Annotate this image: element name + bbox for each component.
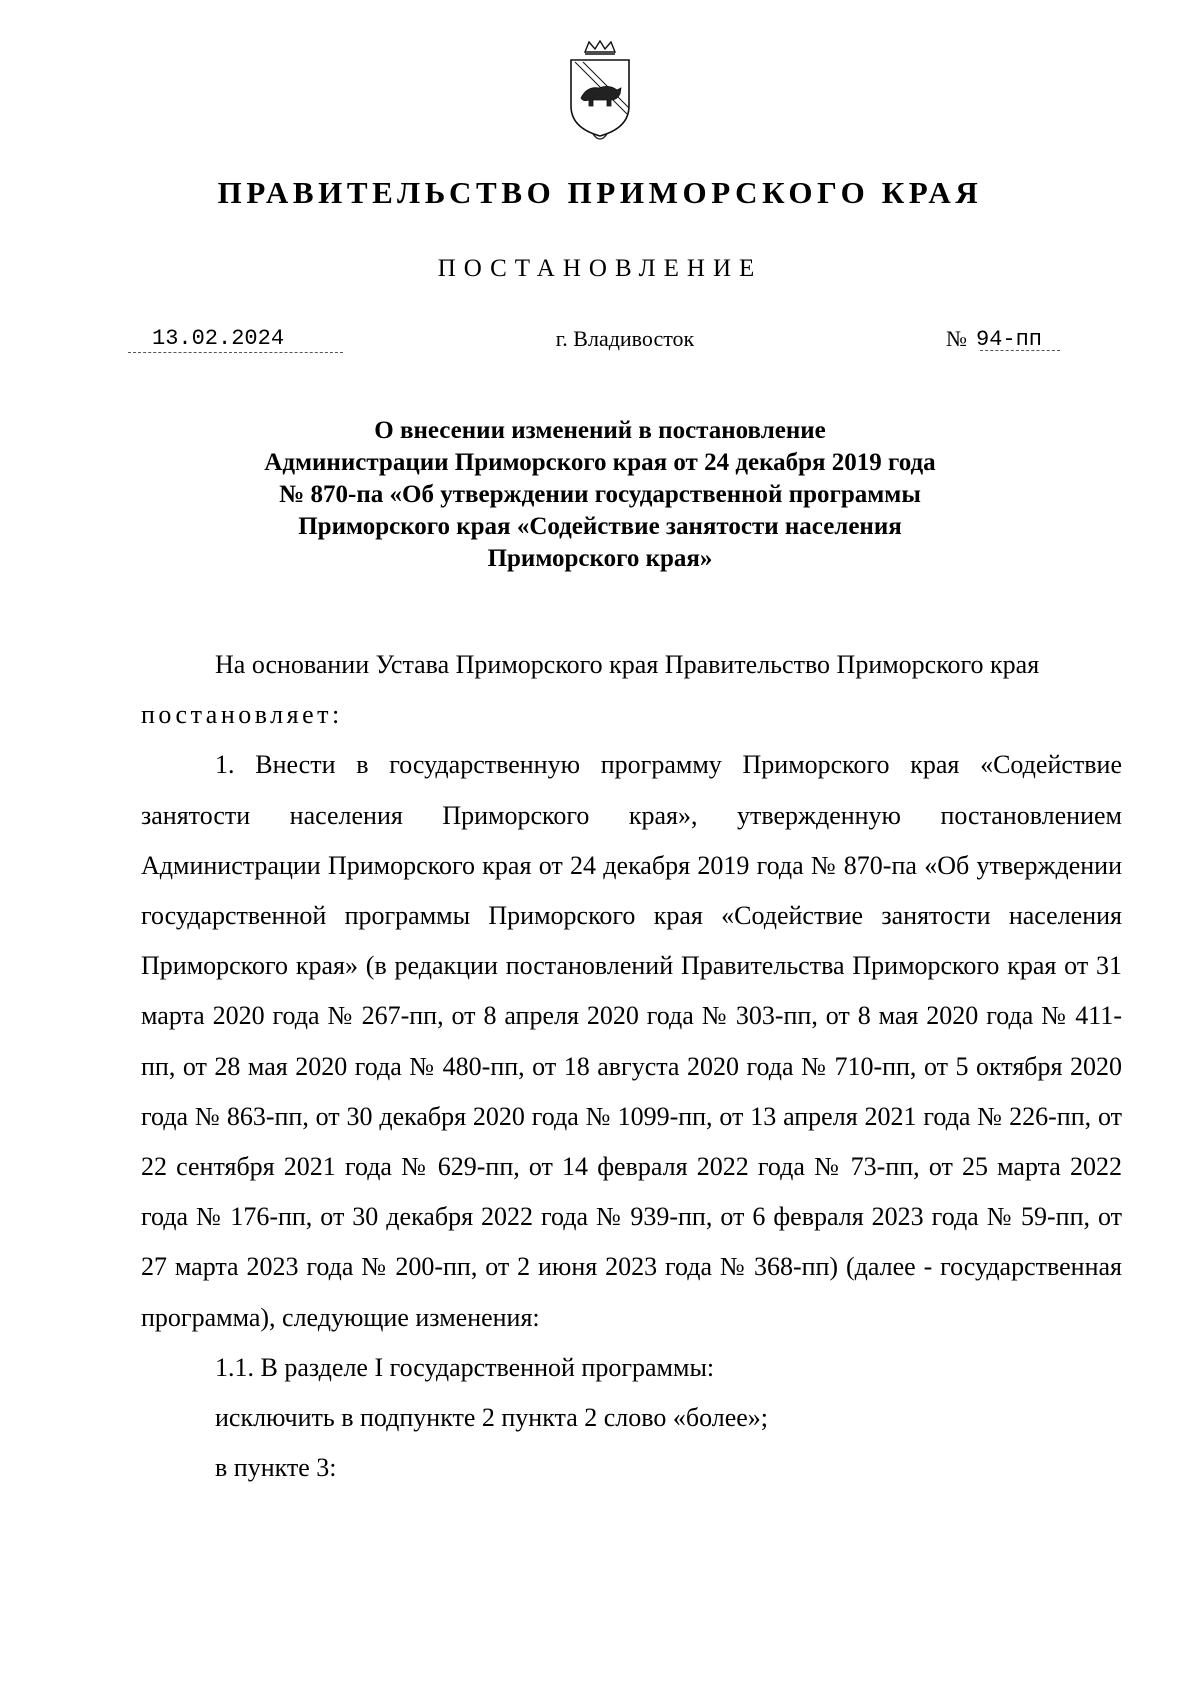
number-underline	[980, 350, 1060, 351]
document-type: ПОСТАНОВЛЕНИЕ	[437, 255, 763, 282]
resolves-word: постановляет:	[141, 700, 343, 730]
subject-line: № 870-па «Об утверждении государственной программы	[279, 481, 921, 508]
document-date: 13.02.2024	[152, 326, 285, 351]
exclude-line: исключить в подпункте 2 пункта 2 слово «более»;	[215, 1403, 769, 1433]
subject-line: О внесении изменений в постановление	[374, 417, 826, 444]
subject-line: Приморского края «Содействие занятости населения	[298, 513, 902, 540]
preamble-paragraph: На основании Устава Приморского края Правительство Приморского края	[215, 650, 1040, 679]
point-3-line: в пункте 3:	[215, 1453, 337, 1483]
subject-line: Администрации Приморского края от 24 декабря 2019 года	[264, 449, 936, 476]
coat-of-arms-icon	[567, 40, 633, 144]
date-underline	[128, 352, 343, 353]
item-1-paragraph: 1. Внести в государственную программу Приморского края «Содействие занятости населения Приморского края», утвержденную постановлением Администрации Приморского края от 24 декабря 2019 года № 870-па «Об утверждении государственной программы Приморского края «Содействие занятости населения Приморского края» (в редакции постановлений Правительства Приморского края от 31 марта 2020 года № 267-пп, от 8 апреля 2020 года № 303-пп, от 8 мая 2020 года № 411-пп, от 28 мая 2020 года № 480-пп, от 18 августа 2020 года № 710-пп, от 5 октября 2020 года № 863-пп, от 30 декабря 2020 года № 1099-пп, от 13 апреля 2021 года № 226-пп, от 22 сентября 2021 года № 629-пп, от 14 февраля 2022 года № 73-пп, от 25 марта 2022 года № 176-пп, от 30 декабря 2022 года № 939-пп, от 6 февраля 2023 года № 59-пп, от 27 марта 2023 года № 200-пп, от 2 июня 2023 года № 368-пп) (далее - государственная программа), следующие изменения:	[141, 750, 1122, 1332]
document-subject	[150, 415, 1050, 575]
document-body	[141, 640, 1122, 1493]
document-number: 94-пп	[976, 327, 1043, 352]
document-city: г. Владивосток	[555, 326, 695, 351]
item-1-1-paragraph: 1.1. В разделе I государственной программы:	[215, 1352, 715, 1382]
government-title: ПРАВИТЕЛЬСТВО ПРИМОРСКОГО КРАЯ	[217, 175, 983, 210]
subject-line: Приморского края»	[487, 545, 713, 572]
number-label: №	[946, 326, 967, 351]
